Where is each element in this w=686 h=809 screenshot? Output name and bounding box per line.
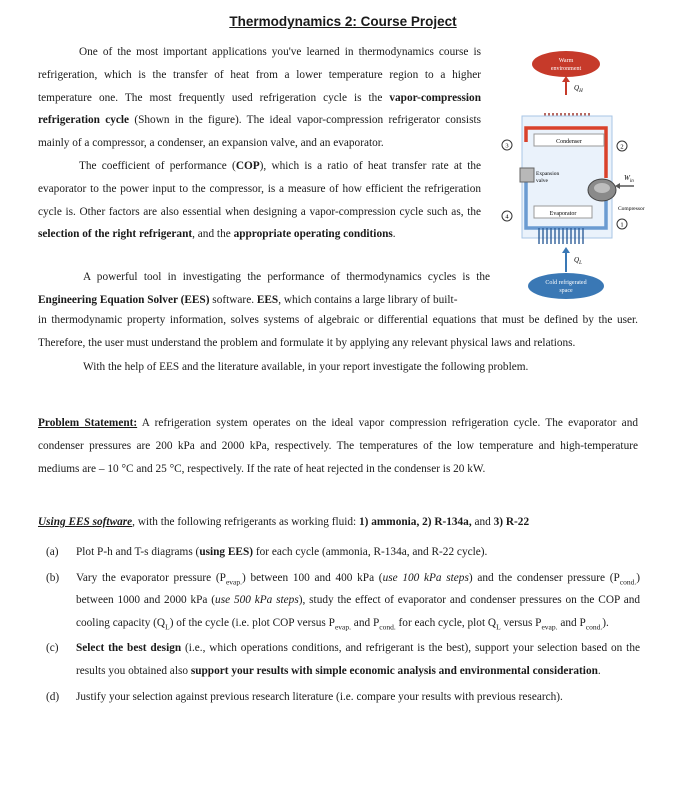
problem-statement [38, 412, 638, 480]
task-label: (c) [46, 642, 59, 655]
text-run: for each cycle, plot Q [395, 616, 497, 629]
text-run: Select the best design [76, 642, 182, 655]
text-run: (i.e., which operations conditions, and refrigerant is the best), support your selection based on the results you obtained also [76, 642, 640, 677]
subscript: evap. [225, 576, 242, 586]
term-vapor-compression: vapor-compression refrigeration cycle [38, 91, 481, 127]
text-run: and P [557, 616, 586, 629]
term-operating-conditions: appropriate operating conditions [233, 228, 393, 241]
text-run: ) of the cycle (i.e. plot COP versus P [169, 616, 335, 629]
win-label: $W_{in}$ [624, 174, 634, 184]
state-1-label: 1 [620, 221, 624, 229]
ql-arrowhead [562, 247, 570, 253]
cold-label-1: Cold refrigerated [545, 280, 587, 286]
warm-label-2: environment [550, 66, 582, 72]
expansion-label-2: valve [536, 178, 548, 184]
text-run: ), which is a ratio of heat transfer rate at the evaporator to the power input to the compressor, is a measure of how efficient the refrigeration cycle is. Other factors are also essential when designing a vapor-compression cycle such as, the [38, 160, 481, 218]
refrigerant-r22: 3) R-22 [493, 516, 530, 528]
subscript: L [496, 622, 501, 632]
text-run: Justify your selection against previous research literature (i.e. compare your results with previous research). [76, 690, 563, 703]
task-item-a [46, 541, 640, 564]
subscript: cond. [619, 576, 637, 586]
text-run: A powerful tool in investigating the performance of thermodynamics cycles is the [83, 271, 490, 283]
cold-space-ellipse [528, 273, 604, 299]
warm-environment-ellipse [532, 51, 600, 77]
text-run: ), study the effect of evaporator and condenser pressures on the COP and cooling capacity (Q [76, 594, 640, 629]
task-label: (d) [46, 690, 60, 703]
text-run: The coefficient of performance ( [79, 160, 236, 172]
term-cop: COP [235, 160, 260, 172]
warm-label-1: Warm [558, 58, 574, 64]
text-run: , and the [192, 228, 234, 241]
subscript: evap. [334, 622, 351, 632]
text-run: . [392, 228, 396, 241]
cycle-diagram [498, 50, 648, 300]
condenser-label: Condenser [556, 139, 582, 145]
qh-label: $Q_H$ [574, 84, 583, 94]
text-run: ) between 100 and 400 kPa ( [242, 571, 383, 584]
state-4-label: 4 [505, 213, 509, 221]
expansion-valve [520, 168, 534, 182]
compressor-label: Compressor [618, 206, 645, 212]
page-title: Thermodynamics 2: Course Project [229, 14, 457, 29]
text-run: software. [209, 293, 257, 306]
refrigerant-list: 1) ammonia, 2) R-134a, [359, 516, 472, 528]
text-run: . [597, 664, 601, 677]
text-run: for each cycle (ammonia, R-134a, and R-22 cycle). [253, 546, 488, 558]
state-2-label: 2 [620, 143, 624, 151]
text-run: support your results with simple economic analysis and environmental consideration [190, 664, 598, 677]
problem-text: A refrigeration system operates on the ideal vapor compression refrigeration cycle. The evaporator and condenser pressures are 200 kPa and 2000 kPa, respectively. The temperatures of the low temperature and high-temperature mediums are – 10 °C and 25 °C, respectively. If the rate of heat rejected in the condenser is 20 kW. [38, 417, 638, 475]
term-refrigerant: selection of the right refrigerant [38, 228, 193, 241]
task-list [46, 541, 640, 711]
text-run: using EES) [199, 546, 254, 558]
text-run: versus P [500, 616, 542, 629]
refrigeration-cycle-figure [498, 50, 648, 300]
task-label: (a) [46, 546, 59, 558]
task-label: (b) [46, 571, 60, 584]
text-run: and P [350, 616, 380, 629]
problem-heading: Problem Statement: [38, 417, 138, 429]
text-run: , with the following refrigerants as working fluid: [132, 516, 360, 528]
task-item-b [46, 567, 640, 635]
intro-paragraph-3-start [38, 266, 490, 312]
intro-paragraph-4: With the help of EES and the literature available, in your report investigate the following problem. [83, 361, 529, 373]
text-run: Vary the evaporator pressure (P [76, 571, 226, 584]
compressor-detail [594, 183, 610, 193]
text-run: ). [602, 616, 609, 629]
text-run: ) between 1000 and 2000 kPa ( [76, 571, 640, 607]
text-run: Plot P-h and T-s diagrams ( [76, 546, 200, 558]
term-ees-full: Engineering Equation Solver (EES) [38, 293, 210, 306]
subscript: evap. [541, 622, 558, 632]
cold-label-2: space [559, 288, 573, 294]
text-run: and [471, 516, 494, 528]
ql-label: $Q_L$ [574, 256, 582, 266]
term-ees: EES [256, 293, 279, 306]
expansion-label-1: Expansion [536, 171, 560, 177]
text-run: One of the most important applications you've learned in thermodynamics course is refrigeration, which is the transfer of heat from a lower temperature region to a higher temperature one. The most frequently used refrigeration cycle is the [38, 46, 481, 104]
task-item-c [46, 637, 640, 682]
text-run: (Shown in the figure). The ideal vapor-compression refrigerator consists mainly of a compressor, a condenser, an expansion valve, and an evaporator. [38, 114, 481, 150]
text-run: use 500 kPa steps [215, 594, 299, 607]
intro-paragraph-2 [38, 155, 481, 246]
subscript: cond. [585, 622, 603, 632]
text-run: , which contains a large library of built- [278, 293, 458, 306]
text-run: use 100 kPa steps [382, 571, 469, 584]
ees-instructions [38, 511, 638, 534]
evaporator-label: Evaporator [549, 211, 577, 217]
text-run: ) and the condenser pressure (P [468, 571, 620, 584]
state-3-label: 3 [505, 142, 509, 150]
subscript: cond. [379, 622, 396, 632]
intro-paragraph-1 [38, 41, 481, 155]
intro-paragraph-3-end: in thermodynamic property information, solves systems of algebraic or differential equations that must be defined by the user. Therefore, the user must understand the problem and formulate it by applying any relevant physical laws and relations. [38, 314, 638, 349]
task-item-d [46, 686, 640, 709]
ees-heading: Using EES software [38, 516, 133, 528]
subscript: L [165, 622, 170, 632]
